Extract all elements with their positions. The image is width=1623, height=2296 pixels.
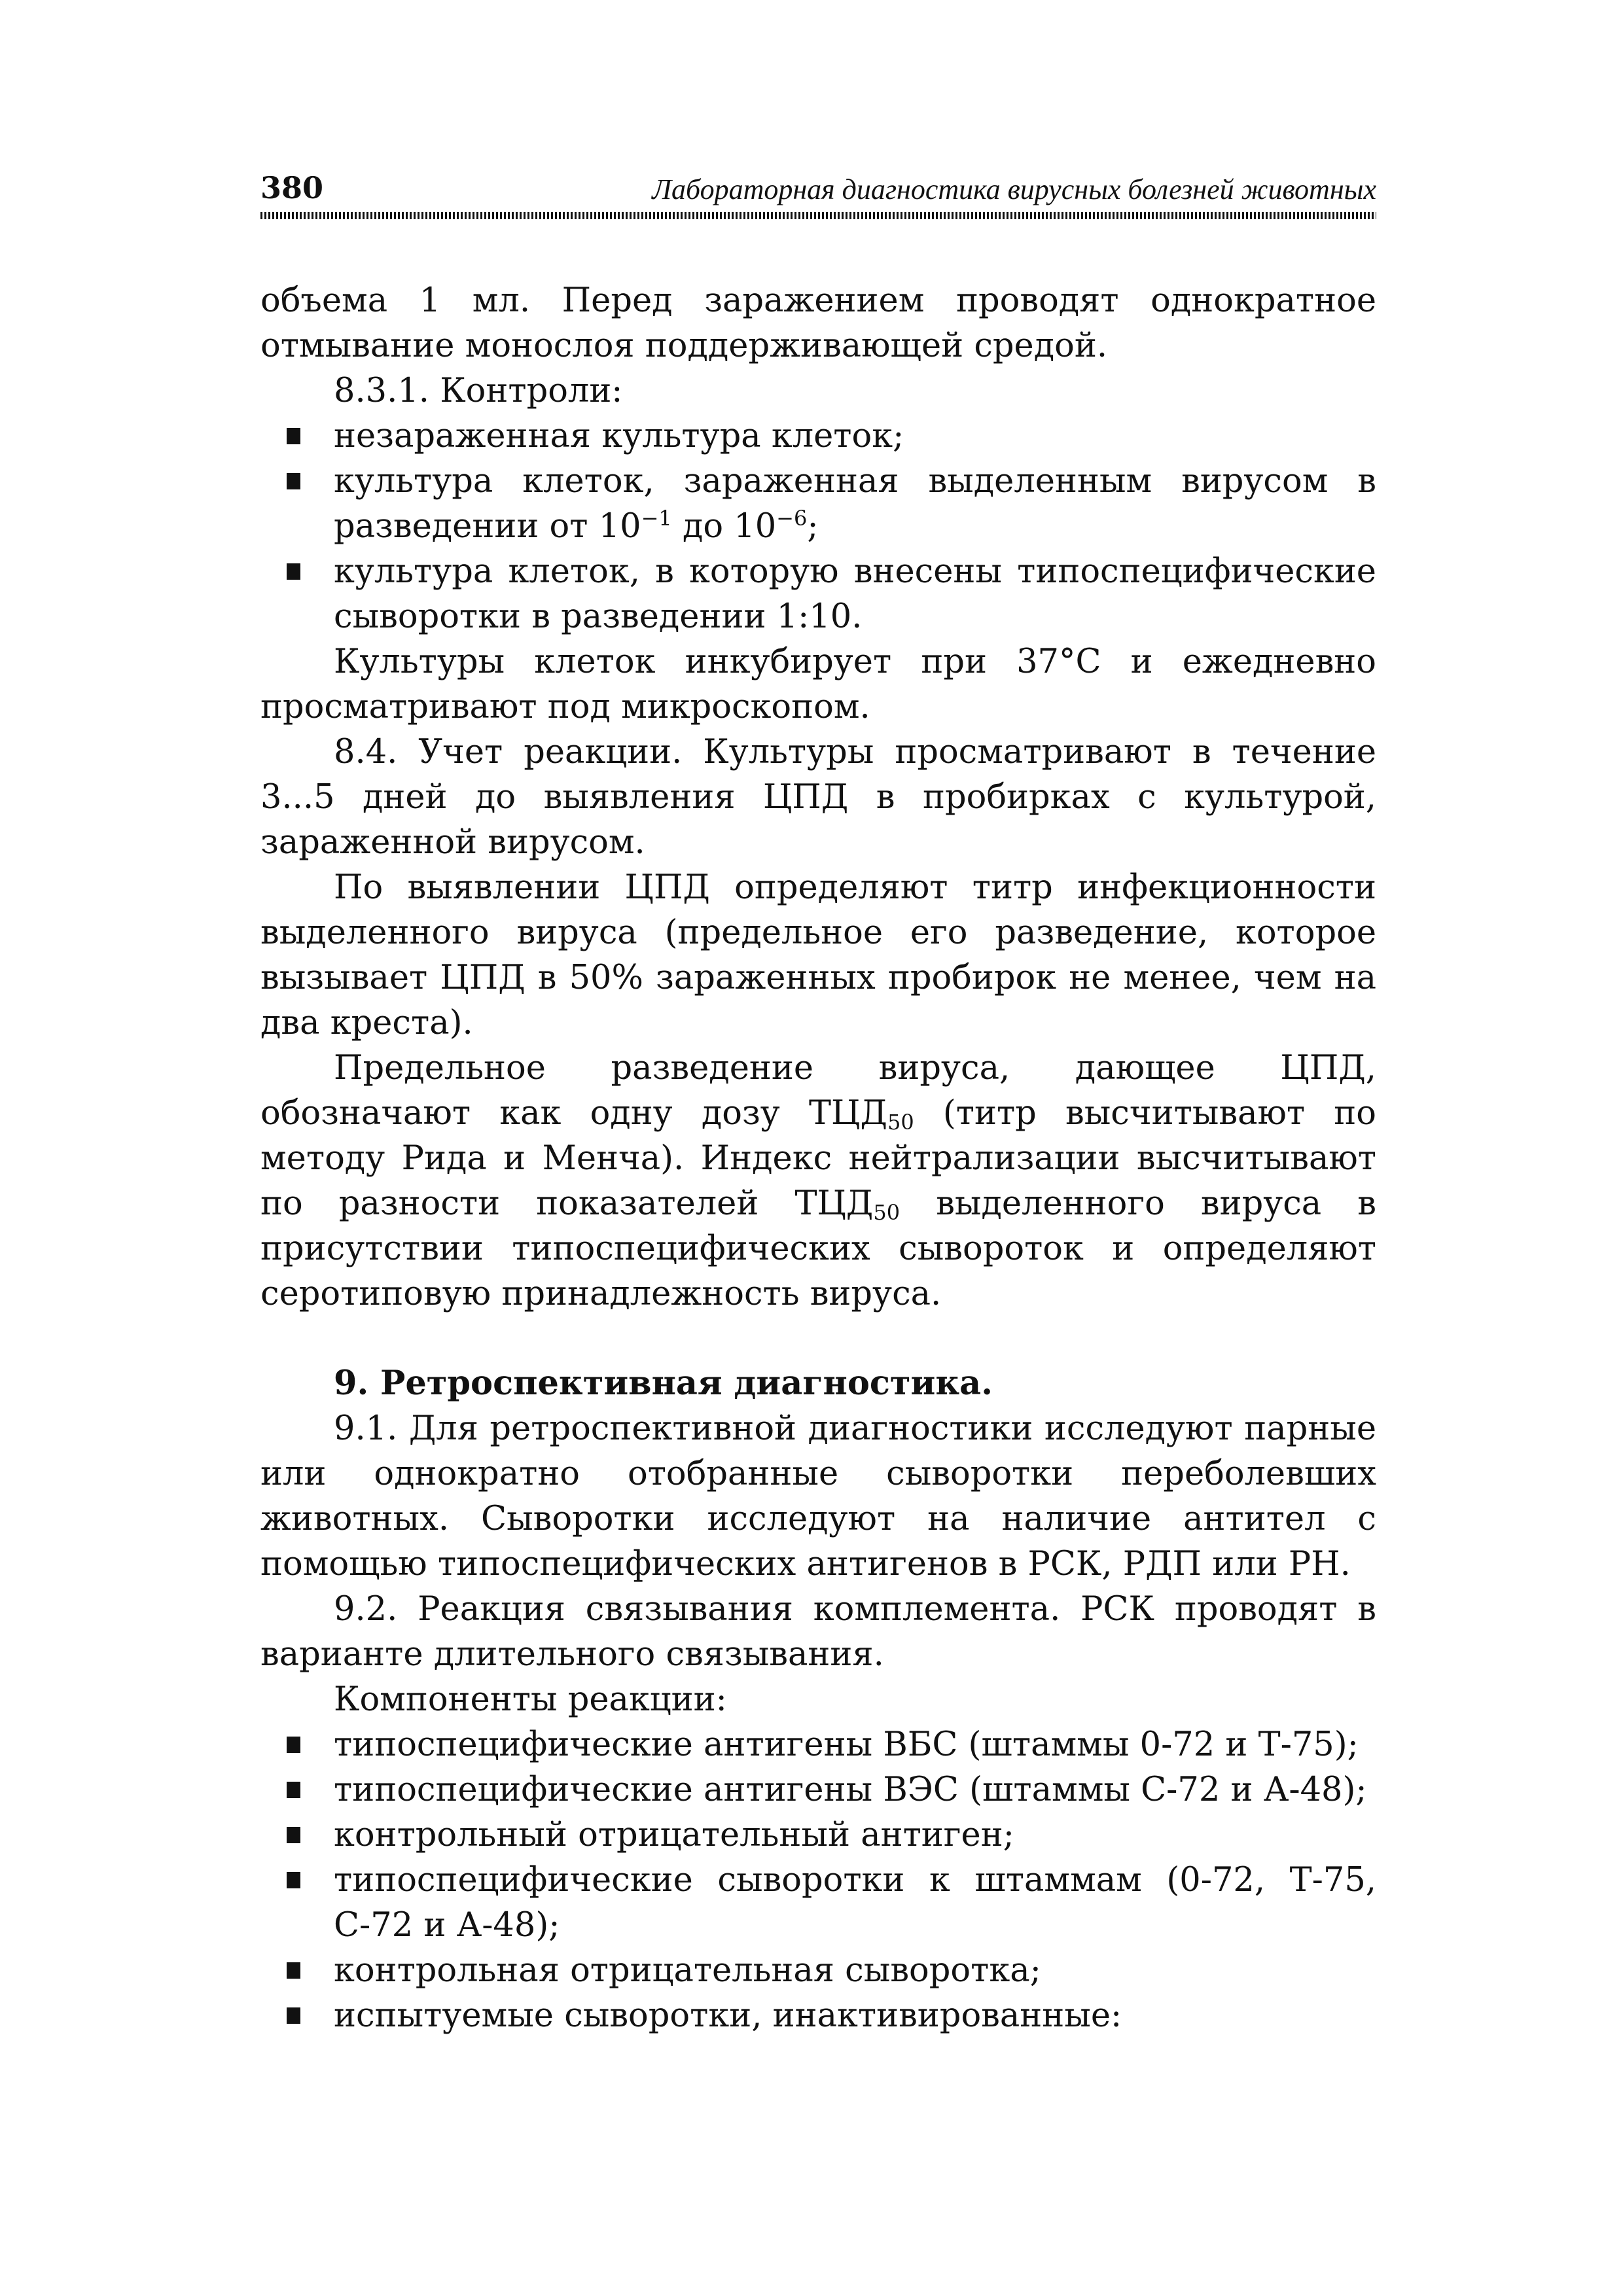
page-number: 380 (260, 170, 324, 205)
list-item (260, 1993, 1376, 2038)
paragraph: Компоненты реакции: (334, 1680, 727, 1719)
list-item-text: незараженная культура клеток; (334, 417, 904, 455)
list-item-text: испытуемые сыворотки, инактивированные: (334, 1996, 1122, 2035)
paragraph: 8.4. Учет реакции. Культуры просматривают в течение 3...5 дней до выявления ЦПД в пробирках с культурой, зараженной вирусом. (260, 733, 1376, 862)
list-item-text: до 10 (671, 507, 777, 546)
header-rule (260, 212, 1376, 219)
list-item (260, 1812, 1376, 1858)
list-item (260, 1948, 1376, 1993)
list-item-text: типоспецифические антигены ВБС (штаммы 0-72 и Т-75); (334, 1725, 1359, 1764)
list-item-text: типоспецифические антигены ВЭС (штаммы С-72 и А-48); (334, 1771, 1367, 1809)
bullet-icon (287, 1962, 300, 1979)
bullet-icon (287, 428, 300, 444)
paragraph: 9.2. Реакция связывания комплемента. РСК проводят в варианте длительного связывания. (260, 1590, 1376, 1674)
running-title: Лабораторная диагностика вирусных болезней животных (652, 173, 1376, 205)
bullet-icon (287, 2007, 300, 2024)
list-item (260, 1767, 1376, 1812)
bullet-icon (287, 1737, 300, 1753)
subscript: 50 (873, 1200, 901, 1225)
book-page (260, 169, 1376, 2038)
list-item (260, 1858, 1376, 1948)
bullet-icon (287, 563, 300, 580)
bullet-icon (287, 1782, 300, 1798)
paragraph: 8.3.1. Контроли: (334, 372, 623, 410)
list-item (260, 549, 1376, 639)
paragraph: 9.1. Для ретроспективной диагностики исследуют парные или однократно отобранные сыворотки переболевших животных. Сыворотки исследуют на наличие антител с помощью типоспецифических антигенов в РСК, РДП или РН. (260, 1409, 1376, 1583)
list-item-text: ; (807, 507, 819, 546)
section-heading: 9. Ретроспективная диагностика. (334, 1364, 993, 1403)
list-item-text: культура клеток, в которую внесены типоспецифические сыворотки в разведении 1:10. (334, 552, 1376, 636)
list-item-text: культура клеток, зараженная выделенным вирусом в разведении от 10 (334, 462, 1376, 546)
exponent: −1 (641, 506, 672, 531)
section-spacer (260, 1316, 1376, 1361)
paragraph-text: выделенного вируса в присутствии типоспецифических сывороток и определяют серотиповую принадлежность вируса. (260, 1184, 1376, 1313)
paragraph (260, 1046, 1376, 1316)
bullet-icon (287, 1872, 300, 1888)
subscript: 50 (887, 1110, 914, 1135)
paragraph-text: Предельное разведение вируса, дающее ЦПД, обозначают как одну дозу ТЦД (260, 1049, 1376, 1133)
paragraph: объема 1 мл. Перед заражением проводят однократное отмывание монослоя поддерживающей средой. (260, 281, 1376, 365)
bullet-icon (287, 1827, 300, 1843)
list-item (260, 1722, 1376, 1767)
bullet-icon (287, 473, 300, 489)
list-item-text: типоспецифические сыворотки к штаммам (0-72, Т-75, С-72 и А-48); (334, 1861, 1376, 1945)
paragraph-text: (титр высчитывают по методу Рида и Менча). Индекс нейтрализации высчитывают по разности показателей ТЦД (260, 1094, 1376, 1223)
list-item (260, 414, 1376, 459)
list-item-text: контрольный отрицательный антиген; (334, 1816, 1014, 1854)
paragraph: По выявлении ЦПД определяют титр инфекционности выделенного вируса (предельное его разведение, которое вызывает ЦПД в 50% зараженных пробирок не менее, чем на два креста). (260, 868, 1376, 1042)
list-item (260, 459, 1376, 549)
page-header (260, 169, 1376, 209)
list-item-text: контрольная отрицательная сыворотка; (334, 1951, 1041, 1990)
paragraph: Культуры клеток инкубирует при 37°С и ежедневно просматривают под микроскопом. (260, 643, 1376, 726)
body-text (260, 278, 1376, 2038)
exponent: −6 (776, 506, 808, 531)
